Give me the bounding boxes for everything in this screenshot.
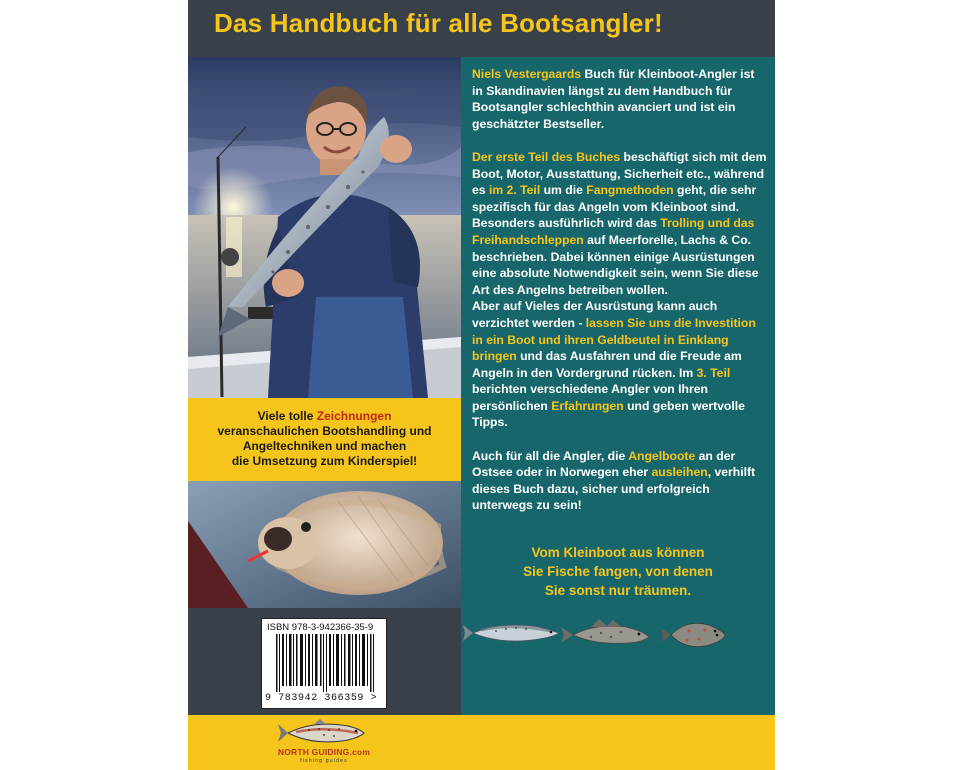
angler-photo-illustration (188, 57, 461, 398)
drawings-caption-box (188, 398, 461, 481)
paragraph-2: Der erste Teil des Buches beschäftigt sich mit dem Boot, Motor, Ausstattung, Sicherheit etc., während es im 2. Teil um die Fangmethoden geht, die sehr spezifisch für das Angeln vom Kleinboot sind. Besonders ausführlich wird das Trolling und das Freihandschleppen auf Meerforelle, Lachs & Co. beschrieben. Dabei können einige Ausrüstungen eine absolute Notwendigkeit sein, wenn Sie diese Art des Angelns betreiben wollen. (472, 149, 767, 297)
caption-line-1: Viele tolle Zeichnungen (257, 409, 392, 423)
drawings-caption (188, 409, 461, 469)
fish-illustrations (461, 613, 775, 653)
logo-name: NORTH GUIDING.com (277, 747, 371, 757)
description-panel (461, 57, 775, 715)
cod-icon (561, 619, 649, 646)
isbn-label: ISBN 978-3-942366-35-9 (267, 622, 374, 633)
headline: Das Handbuch für alle Bootsangler! (214, 8, 663, 38)
barcode-bars (276, 634, 374, 692)
book-back-cover (188, 0, 775, 770)
tagline (461, 543, 775, 600)
logo-subtitle: fishing guides (300, 758, 348, 764)
caption-line-4: die Umsetzung zum Kinderspiel! (231, 454, 418, 468)
caption-line-2: veranschaulichen Bootshandling und (217, 424, 432, 438)
flounder-icon (661, 623, 725, 646)
caption-highlight: Zeichnungen (316, 409, 392, 423)
paragraph-4: Auch für all die Angler, die Angelboote an der Ostsee oder in Norwegen eher ausleihen, verhilft dieses Buch dazu, sicher und erfolgreich unterwegs zu sein! (472, 448, 756, 513)
flounder-photo (188, 481, 461, 608)
flounder-photo-illustration (188, 481, 461, 608)
description-text (472, 66, 768, 531)
publisher-logo (274, 718, 374, 766)
trout-logo-icon (274, 718, 374, 748)
tagline-line-2: Sie Fische fangen, von denen (523, 564, 713, 579)
barcode-area (188, 608, 461, 715)
barcode-digits: 9 783942 366359 > (265, 693, 378, 704)
top-band (188, 0, 775, 57)
isbn-barcode (261, 618, 387, 709)
caption-line-3: Angeltechniken und machen (242, 439, 407, 453)
tagline-line-3: Sie sonst nur träumen. (544, 583, 692, 598)
angler-photo (188, 57, 461, 398)
paragraph-1: Niels Vestergaards Buch für Kleinboot-Angler ist in Skandinavien längst zu dem Handbuch für Bootsangler schlechthin avanciert und ist ein geschätzter Bestseller. (472, 67, 755, 131)
bottom-band (188, 715, 775, 770)
paragraph-3: Aber auf Vieles der Ausrüstung kann auch verzichtet werden - lassen Sie uns die Investition in ein Boot und ihren Geldbeutel in Einklang bringen und das Ausfahren und die Freude am Angeln in den Vordergrund rücken. Im 3. Teil berichten verschiedene Angler von Ihren persönlichen Erfahrungen und geben wertvolle Tipps. (472, 299, 756, 430)
tagline-line-1: Vom Kleinboot aus können (531, 545, 705, 560)
salmon-icon (463, 625, 559, 641)
author-name: Niels Vestergaards (472, 67, 582, 81)
